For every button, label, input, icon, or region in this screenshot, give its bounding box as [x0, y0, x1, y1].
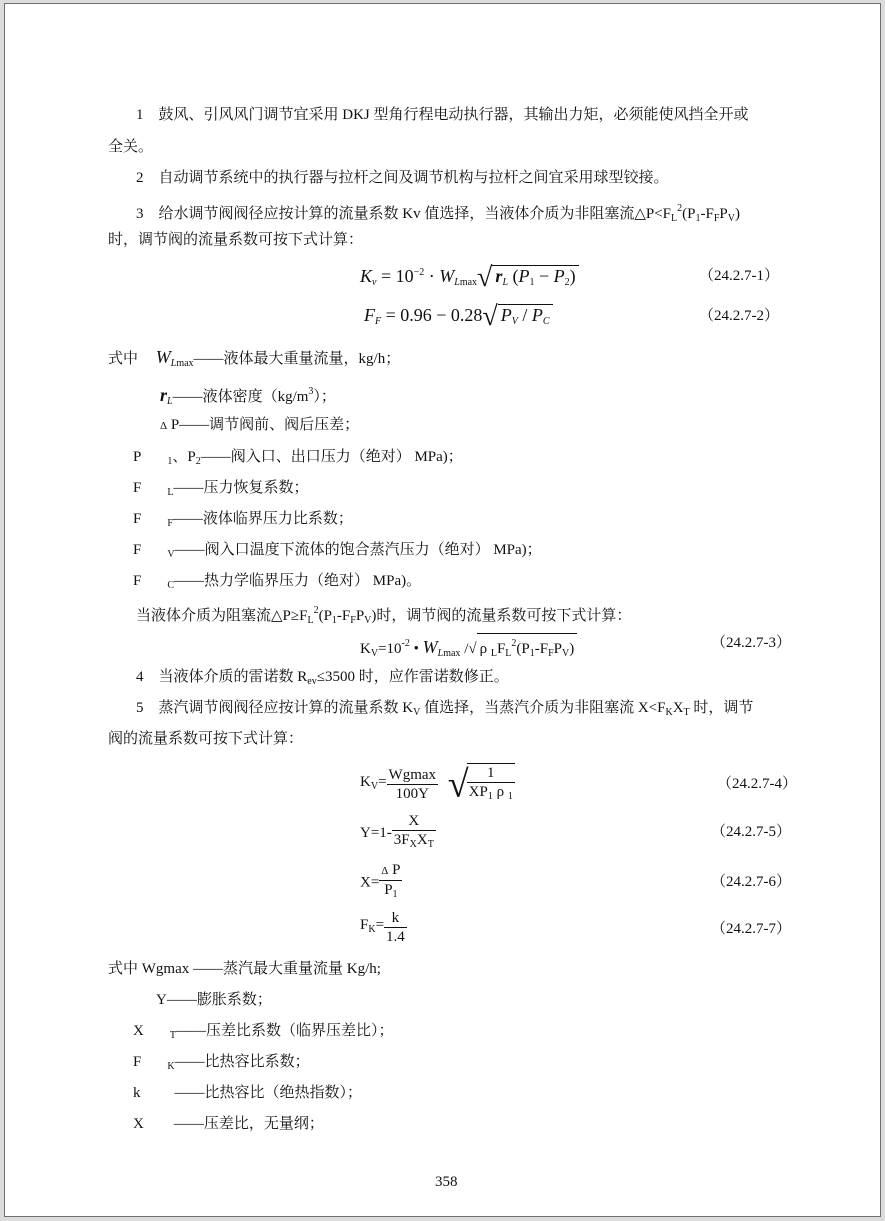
equation-7: $F_K=$ $\frac{k}{1.4}$: [360, 910, 405, 945]
definition-fc: F $_C$——热力学临界压力（绝对） MPa)。: [133, 573, 422, 591]
paragraph-2: 2 自动调节系统中的执行器与拉杆之间及调节机构与拉杆之间宜采用球型铰接。: [136, 170, 669, 186]
paragraph-4-tail: ≤3500 时，应作雷诺数修正。: [316, 669, 509, 685]
equation-1-number: （24.2.7-1）: [699, 268, 779, 284]
paragraph-4-text: 4 当液体介质的雷诺数 R: [136, 669, 308, 685]
equation-4-number: （24.2.7-4）: [717, 776, 797, 792]
equation-3: $K_V=10^{-2}$ • $W_{Lmax}$ /√ ρ $_LF_L^2(P_1-F_FP_V)$: [360, 633, 577, 664]
definition-fk: F $_K$——比热容比系数；: [133, 1054, 310, 1072]
definition-x-text: ——压差比，无量纲；: [173, 1116, 324, 1132]
paragraph-choked-text: 当液体介质为阻塞流△P≥F: [136, 608, 308, 624]
paragraph-4: 4 当液体介质的雷诺数 $R_{ev}\le 3500$ 时，应作雷诺数修正。: [136, 669, 509, 687]
definition-rl: $r_L——$液体密度$(kg/m^3)$；: [160, 385, 336, 407]
definition-fv-text: ——阀入口温度下流体的饱合蒸汽压力（绝对） MPa)；: [174, 542, 542, 558]
paragraph-choked-tail: )时，调节阀的流量系数可按下式计算：: [371, 608, 632, 624]
equation-4: $K_V=$ $\frac{Wgmax}{100Y}$ √ $\frac{1}{XP_1 \rho _1}$: [360, 763, 513, 806]
definition-fc-text: ——热力学临界压力（绝对） MPa)。: [174, 573, 422, 589]
definition-dp: Δ P——调节阀前、阀后压差；: [160, 417, 360, 433]
definition-p12: P $_1$、$P_2——$阀入口、出口压力（绝对） MPa)；: [133, 449, 463, 467]
paragraph-5-tail: 时，调节: [689, 700, 754, 716]
paragraph-3-line-2: 时，调节阀的流量系数可按下式计算：: [108, 232, 364, 248]
definition-x: X ——压差比，无量纲；: [133, 1116, 324, 1132]
definition-xt-text: ——压差比系数（临界压差比）；: [175, 1023, 394, 1039]
paragraph-3-close: ): [734, 206, 740, 222]
equation-6-number: （24.2.7-6）: [711, 874, 791, 890]
paragraph-3-text: 3 给水调节阀阀径应按计算的流量系数 Kv 值选择，当液体介质为非阻塞流△P<F: [136, 206, 672, 222]
definition-fl: F $_L$——压力恢复系数；: [133, 480, 309, 498]
definition-ff: F $_F$——液体临界压力比系数；: [133, 511, 353, 529]
equation-5: Y=1- $\frac{X}{3F_XX_T}$: [360, 813, 434, 850]
definition-p12-text: ——阀入口、出口压力（绝对） MPa)；: [200, 449, 463, 465]
definition-fk-text: ——比热容比系数；: [174, 1054, 310, 1070]
definition-dp-text: ——调节阀前、阀后压差；: [179, 417, 360, 433]
page-number: 358: [435, 1174, 458, 1190]
document-page: [4, 3, 881, 1217]
paragraph-5-mid: 值选择，当蒸汽介质为非阻塞流 X<F: [420, 700, 666, 716]
paragraph-5-text: 5 蒸汽调节阀阀径应按计算的流量系数 K: [136, 700, 414, 716]
equation-5-number: （24.2.7-5）: [711, 824, 791, 840]
paragraph-5-line-1: 5 蒸汽调节阀阀径应按计算的流量系数 $K_V$ 值选择，当蒸汽介质为非阻塞流 $X<F_KX_T$ 时，调节: [136, 700, 754, 718]
definitions-intro: 式中: [108, 351, 139, 367]
paragraph-1-line-1: 1 鼓风、引风风门调节宜采用 DKJ 型角行程电动执行器，其输出力矩，必须能使风挡全开或: [136, 107, 749, 123]
paragraph-choked-flow: 当液体介质为阻塞流$\triangle P\ge F_L^2(P_1-F_FP_V)$时，调节阀的流量系数可按下式计算：: [136, 605, 632, 626]
definition-xt: X $_T$——压差比系数（临界压差比）；: [133, 1023, 394, 1041]
definition-fv: F $_V$——阀入口温度下流体的饱合蒸汽压力（绝对） MPa)；: [133, 542, 542, 560]
equation-6: X= $\frac{\text{Δ P}}{P_1}$: [360, 862, 401, 900]
definition-fl-text: ——压力恢复系数；: [173, 480, 309, 496]
paragraph-3-line-1: 3 给水调节阀阀径应按计算的流量系数 Kv 值选择，当液体介质为非阻塞流$\triangle P<F_L^2(P_1-F_FP_V)$: [136, 203, 740, 224]
equation-2-number: （24.2.7-2）: [699, 308, 779, 324]
definition-ff-text: ——液体临界压力比系数；: [172, 511, 353, 527]
definition-wl: 式中 $W_{Lmax}——$液体最大重量流量，kg/h；: [108, 347, 401, 369]
definition-k: k ——比热容比（绝热指数）；: [133, 1085, 363, 1101]
equation-1: $K_v = 10^{-2} \cdot W_{Lmax}√$ $r_L$ $(P_1 - P_2)$: [360, 263, 579, 293]
equation-2: $F_F = 0.96 - 0.28√$ $P_V / P_C$: [364, 304, 553, 332]
paragraph-5-line-2: 阀的流量系数可按下式计算：: [108, 731, 304, 747]
definition-y: Y——膨胀系数；: [156, 992, 272, 1008]
definitions-2-intro: 式中 Wgmax ——蒸汽最大重量流量 Kg/h;: [108, 961, 381, 977]
equation-3-number: （24.2.7-3）: [711, 635, 791, 651]
definition-wl-text: ——液体最大重量流量，kg/h；: [193, 351, 401, 367]
definition-rl-text: ——液体密度（kg/m: [172, 389, 309, 405]
paragraph-1-line-2: 全关。: [108, 139, 154, 155]
definition-rl-end: ）；: [313, 389, 336, 405]
definition-k-text: ——比热容比（绝热指数）；: [174, 1085, 363, 1101]
equation-7-number: （24.2.7-7）: [711, 921, 791, 937]
